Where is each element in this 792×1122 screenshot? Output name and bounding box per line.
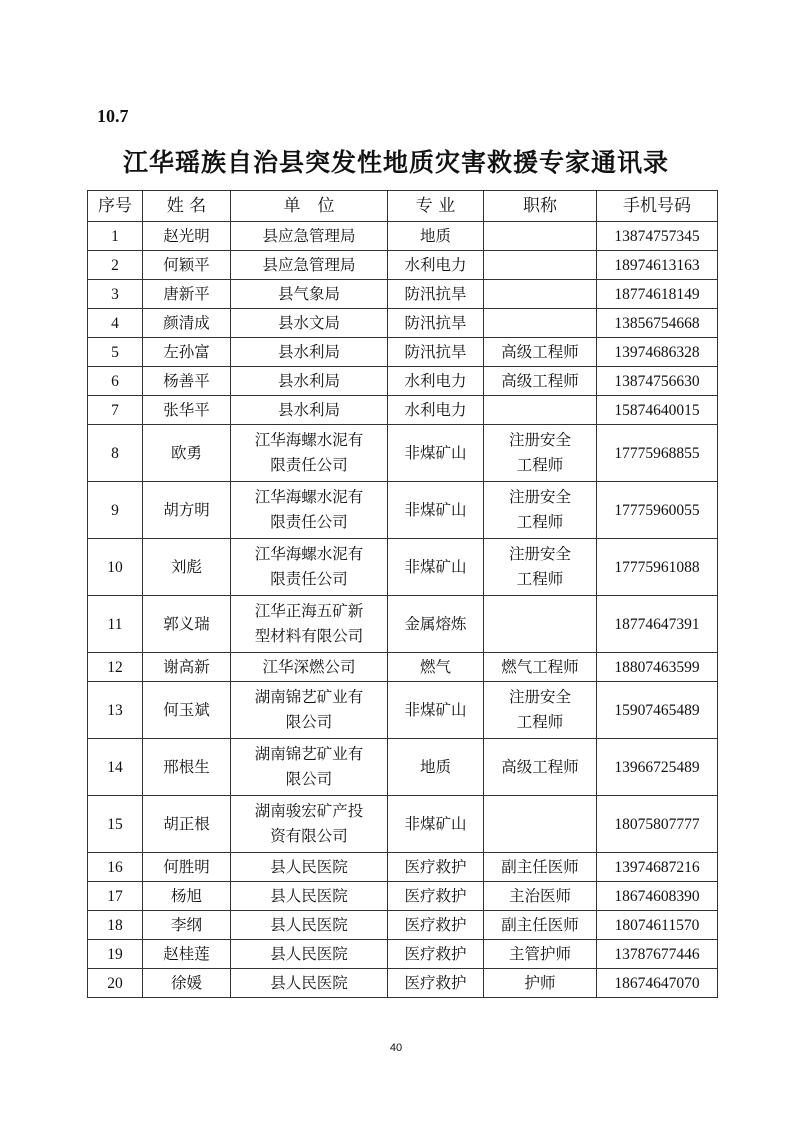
- cell-specialty: 非煤矿山: [388, 539, 484, 596]
- cell-title: 主管护师: [484, 940, 597, 969]
- cell-seq: 10: [88, 539, 143, 596]
- cell-specialty: 水利电力: [388, 396, 484, 425]
- cell-unit: 县人民医院: [231, 969, 388, 998]
- cell-unit: 县水利局: [231, 396, 388, 425]
- cell-name: 何玉斌: [143, 682, 231, 739]
- cell-title: 注册安全 工程师: [484, 682, 597, 739]
- cell-seq: 2: [88, 251, 143, 280]
- table-row: [88, 682, 718, 739]
- cell-name: 徐媛: [143, 969, 231, 998]
- cell-seq: 1: [88, 222, 143, 251]
- cell-title: 副主任医师: [484, 911, 597, 940]
- cell-phone: 15907465489: [597, 682, 718, 739]
- cell-phone: 13974687216: [597, 853, 718, 882]
- cell-specialty: 医疗救护: [388, 911, 484, 940]
- cell-specialty: 防汛抗旱: [388, 309, 484, 338]
- cell-specialty: 金属熔炼: [388, 596, 484, 653]
- table-row: [88, 911, 718, 940]
- table-row: [88, 969, 718, 998]
- table-row: [88, 309, 718, 338]
- cell-title: [484, 222, 597, 251]
- cell-unit: 县水利局: [231, 367, 388, 396]
- cell-seq: 18: [88, 911, 143, 940]
- cell-phone: 18074611570: [597, 911, 718, 940]
- cell-seq: 16: [88, 853, 143, 882]
- cell-phone: 18674647070: [597, 969, 718, 998]
- header-unit: 单 位: [231, 191, 388, 222]
- cell-phone: 13856754668: [597, 309, 718, 338]
- cell-seq: 6: [88, 367, 143, 396]
- cell-title: 主治医师: [484, 882, 597, 911]
- cell-unit: 县应急管理局: [231, 222, 388, 251]
- expert-contact-table: [87, 190, 718, 998]
- cell-phone: 18075807777: [597, 796, 718, 853]
- page-number: 40: [389, 1042, 403, 1054]
- cell-specialty: 防汛抗旱: [388, 280, 484, 309]
- table-row: [88, 251, 718, 280]
- cell-name: 赵桂莲: [143, 940, 231, 969]
- cell-title: [484, 251, 597, 280]
- cell-specialty: 燃气: [388, 653, 484, 682]
- cell-unit: 县人民医院: [231, 940, 388, 969]
- cell-seq: 19: [88, 940, 143, 969]
- cell-seq: 20: [88, 969, 143, 998]
- cell-name: 李纲: [143, 911, 231, 940]
- cell-seq: 17: [88, 882, 143, 911]
- cell-specialty: 地质: [388, 739, 484, 796]
- cell-seq: 14: [88, 739, 143, 796]
- cell-name: 张华平: [143, 396, 231, 425]
- cell-title: 护师: [484, 969, 597, 998]
- cell-name: 何胜明: [143, 853, 231, 882]
- cell-title: [484, 596, 597, 653]
- cell-title: 高级工程师: [484, 367, 597, 396]
- cell-seq: 5: [88, 338, 143, 367]
- section-number: 10.7: [97, 106, 129, 126]
- cell-phone: 17775961088: [597, 539, 718, 596]
- cell-title: 高级工程师: [484, 338, 597, 367]
- cell-name: 颜清成: [143, 309, 231, 338]
- cell-name: 何颖平: [143, 251, 231, 280]
- table-row: [88, 425, 718, 482]
- cell-phone: 18807463599: [597, 653, 718, 682]
- cell-phone: 18674608390: [597, 882, 718, 911]
- cell-unit: 湖南骏宏矿产投 资有限公司: [231, 796, 388, 853]
- cell-unit: 县人民医院: [231, 911, 388, 940]
- cell-specialty: 水利电力: [388, 367, 484, 396]
- cell-specialty: 非煤矿山: [388, 482, 484, 539]
- cell-unit: 湖南锦艺矿业有 限公司: [231, 682, 388, 739]
- cell-unit: 湖南锦艺矿业有 限公司: [231, 739, 388, 796]
- cell-name: 胡方明: [143, 482, 231, 539]
- cell-specialty: 水利电力: [388, 251, 484, 280]
- cell-seq: 15: [88, 796, 143, 853]
- header-title: 职称: [484, 191, 597, 222]
- cell-name: 刘彪: [143, 539, 231, 596]
- table-row: [88, 338, 718, 367]
- cell-name: 欧勇: [143, 425, 231, 482]
- cell-seq: 9: [88, 482, 143, 539]
- cell-seq: 11: [88, 596, 143, 653]
- cell-unit: 县水文局: [231, 309, 388, 338]
- header-seq: 序号: [88, 191, 143, 222]
- cell-unit: 县水利局: [231, 338, 388, 367]
- cell-specialty: 医疗救护: [388, 853, 484, 882]
- cell-unit: 江华海螺水泥有 限责任公司: [231, 539, 388, 596]
- cell-unit: 江华海螺水泥有 限责任公司: [231, 425, 388, 482]
- table-row: [88, 940, 718, 969]
- table-row: [88, 739, 718, 796]
- cell-phone: 13787677446: [597, 940, 718, 969]
- cell-specialty: 医疗救护: [388, 969, 484, 998]
- cell-phone: 17775960055: [597, 482, 718, 539]
- cell-title: [484, 280, 597, 309]
- table-row: [88, 653, 718, 682]
- cell-title: 高级工程师: [484, 739, 597, 796]
- table-row: [88, 882, 718, 911]
- table-row: [88, 796, 718, 853]
- cell-unit: 县人民医院: [231, 882, 388, 911]
- cell-unit: 江华海螺水泥有 限责任公司: [231, 482, 388, 539]
- cell-name: 唐新平: [143, 280, 231, 309]
- cell-title: [484, 396, 597, 425]
- cell-seq: 13: [88, 682, 143, 739]
- cell-name: 杨旭: [143, 882, 231, 911]
- table-row: [88, 396, 718, 425]
- cell-phone: 15874640015: [597, 396, 718, 425]
- cell-specialty: 医疗救护: [388, 940, 484, 969]
- header-name: 姓 名: [143, 191, 231, 222]
- cell-title: 注册安全 工程师: [484, 482, 597, 539]
- cell-specialty: 地质: [388, 222, 484, 251]
- cell-specialty: 防汛抗旱: [388, 338, 484, 367]
- cell-phone: 17775968855: [597, 425, 718, 482]
- cell-specialty: 非煤矿山: [388, 796, 484, 853]
- cell-name: 邢根生: [143, 739, 231, 796]
- cell-title: 注册安全 工程师: [484, 425, 597, 482]
- cell-unit: 江华深燃公司: [231, 653, 388, 682]
- cell-specialty: 医疗救护: [388, 882, 484, 911]
- cell-name: 杨善平: [143, 367, 231, 396]
- cell-seq: 8: [88, 425, 143, 482]
- cell-name: 胡正根: [143, 796, 231, 853]
- cell-seq: 7: [88, 396, 143, 425]
- table-row: [88, 482, 718, 539]
- cell-title: 副主任医师: [484, 853, 597, 882]
- table-body: [88, 222, 718, 998]
- cell-phone: 18774647391: [597, 596, 718, 653]
- cell-specialty: 非煤矿山: [388, 682, 484, 739]
- cell-title: 燃气工程师: [484, 653, 597, 682]
- cell-unit: 江华正海五矿新 型材料有限公司: [231, 596, 388, 653]
- cell-unit: 县气象局: [231, 280, 388, 309]
- cell-seq: 3: [88, 280, 143, 309]
- table-header-row: [88, 191, 718, 222]
- cell-name: 赵光明: [143, 222, 231, 251]
- cell-name: 谢高新: [143, 653, 231, 682]
- table-row: [88, 853, 718, 882]
- cell-phone: 18774618149: [597, 280, 718, 309]
- cell-phone: 13966725489: [597, 739, 718, 796]
- cell-phone: 13874756630: [597, 367, 718, 396]
- header-phone: 手机号码: [597, 191, 718, 222]
- document-title: 江华瑶族自治县突发性地质灾害救援专家通讯录: [122, 148, 669, 177]
- table-row: [88, 367, 718, 396]
- cell-unit: 县应急管理局: [231, 251, 388, 280]
- cell-seq: 12: [88, 653, 143, 682]
- cell-name: 郭义瑞: [143, 596, 231, 653]
- cell-phone: 13974686328: [597, 338, 718, 367]
- cell-seq: 4: [88, 309, 143, 338]
- table-row: [88, 539, 718, 596]
- cell-phone: 18974613163: [597, 251, 718, 280]
- cell-specialty: 非煤矿山: [388, 425, 484, 482]
- header-specialty: 专 业: [388, 191, 484, 222]
- cell-unit: 县人民医院: [231, 853, 388, 882]
- cell-title: [484, 309, 597, 338]
- cell-title: 注册安全 工程师: [484, 539, 597, 596]
- table-row: [88, 222, 718, 251]
- table-row: [88, 280, 718, 309]
- table-row: [88, 596, 718, 653]
- cell-phone: 13874757345: [597, 222, 718, 251]
- cell-title: [484, 796, 597, 853]
- cell-name: 左孙富: [143, 338, 231, 367]
